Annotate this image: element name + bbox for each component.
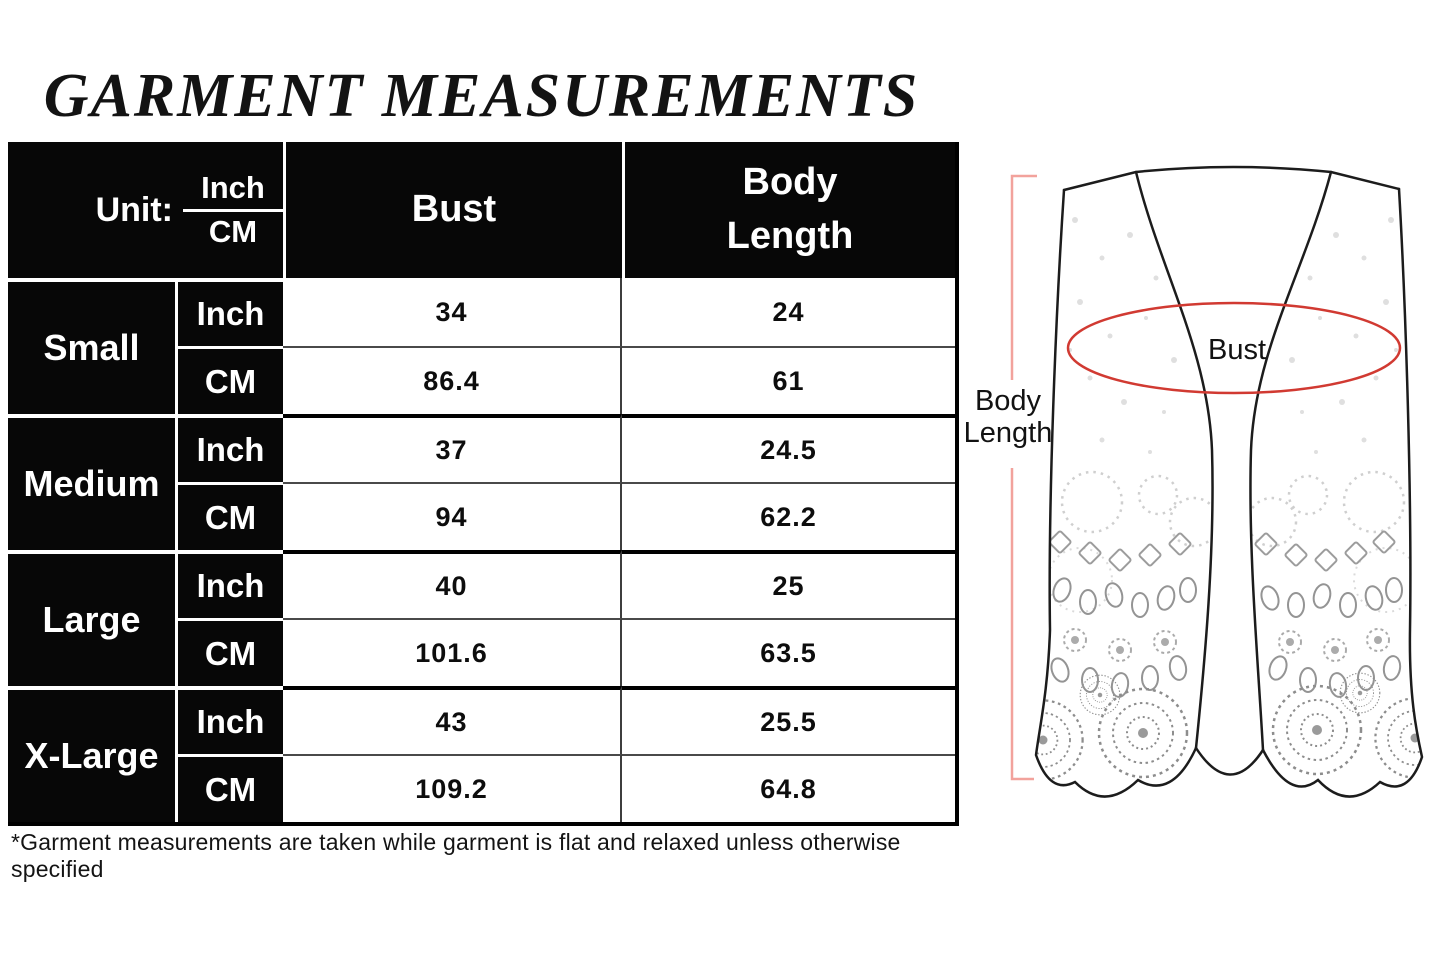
unit-cell: Inch [178, 278, 283, 346]
vest-left-neckline [1136, 172, 1213, 748]
lace-speckles [1056, 203, 1410, 454]
vest-right-side-and-hem [1263, 189, 1422, 797]
bust-value: 101.6 [283, 618, 622, 686]
vest-top-edge [1064, 167, 1399, 190]
body-length-label-line1: Body [974, 385, 1042, 417]
page-title: GARMENT MEASUREMENTS [43, 62, 920, 130]
body-length-line-top [1012, 176, 1037, 380]
unit-cell: CM [178, 754, 283, 822]
header-body-length [622, 142, 955, 278]
body-length-label-line2: Length [963, 417, 1053, 449]
garment-diagram [960, 150, 1445, 810]
unit-cell: CM [178, 482, 283, 550]
unit-cell: CM [178, 618, 283, 686]
bust-value: 43 [283, 686, 622, 754]
body-length-value: 25 [622, 550, 955, 618]
header-body-length-line2: Length [726, 215, 854, 257]
bust-label: Bust [1207, 334, 1267, 366]
vest-back-hem-gap [1196, 748, 1263, 775]
bust-value: 86.4 [283, 346, 622, 414]
size-label-x-large: X-Large [8, 686, 178, 822]
unit-cell: Inch [178, 550, 283, 618]
unit-fraction [183, 171, 283, 249]
body-length-value: 61 [622, 346, 955, 414]
unit-label: Unit: [95, 190, 173, 229]
vest-right-neckline [1250, 172, 1331, 750]
body-length-value: 24 [622, 278, 955, 346]
body-length-value: 64.8 [622, 754, 955, 822]
bust-value: 109.2 [283, 754, 622, 822]
lace-band-left [1048, 531, 1196, 699]
size-label-medium: Medium [8, 414, 178, 550]
size-label-large: Large [8, 550, 178, 686]
vest-outline [1036, 167, 1422, 797]
body-length-value: 24.5 [622, 414, 955, 482]
unit-cell: Inch [178, 414, 283, 482]
body-length-value: 62.2 [622, 482, 955, 550]
body-length-indicator [1012, 176, 1037, 779]
size-label-small: Small [8, 278, 178, 414]
bust-value: 40 [283, 550, 622, 618]
unit-cell: Inch [178, 686, 283, 754]
lace-texture [1003, 182, 1445, 780]
bust-value: 94 [283, 482, 622, 550]
header-unit-cell [8, 142, 283, 278]
bust-value: 34 [283, 278, 622, 346]
bust-value: 37 [283, 414, 622, 482]
body-length-line-bottom [1012, 468, 1034, 779]
unit-cell: CM [178, 346, 283, 414]
unit-cm-label: CM [208, 213, 258, 249]
lace-band-right [1255, 531, 1402, 699]
header-body-length-line1: Body [742, 161, 838, 204]
unit-inch-label: Inch [183, 171, 283, 212]
header-bust-label: Bust [411, 188, 497, 231]
lace-dotted-circles [1048, 472, 1418, 612]
body-length-value: 63.5 [622, 618, 955, 686]
size-chart-table [8, 142, 959, 826]
neckline-trim [1144, 182, 1323, 740]
body-length-value: 25.5 [622, 686, 955, 754]
header-bust [283, 142, 622, 278]
hem-medallions [1003, 673, 1445, 779]
footnote: *Garment measurements are taken while garment is flat and relaxed unless otherwise specified [11, 829, 901, 882]
